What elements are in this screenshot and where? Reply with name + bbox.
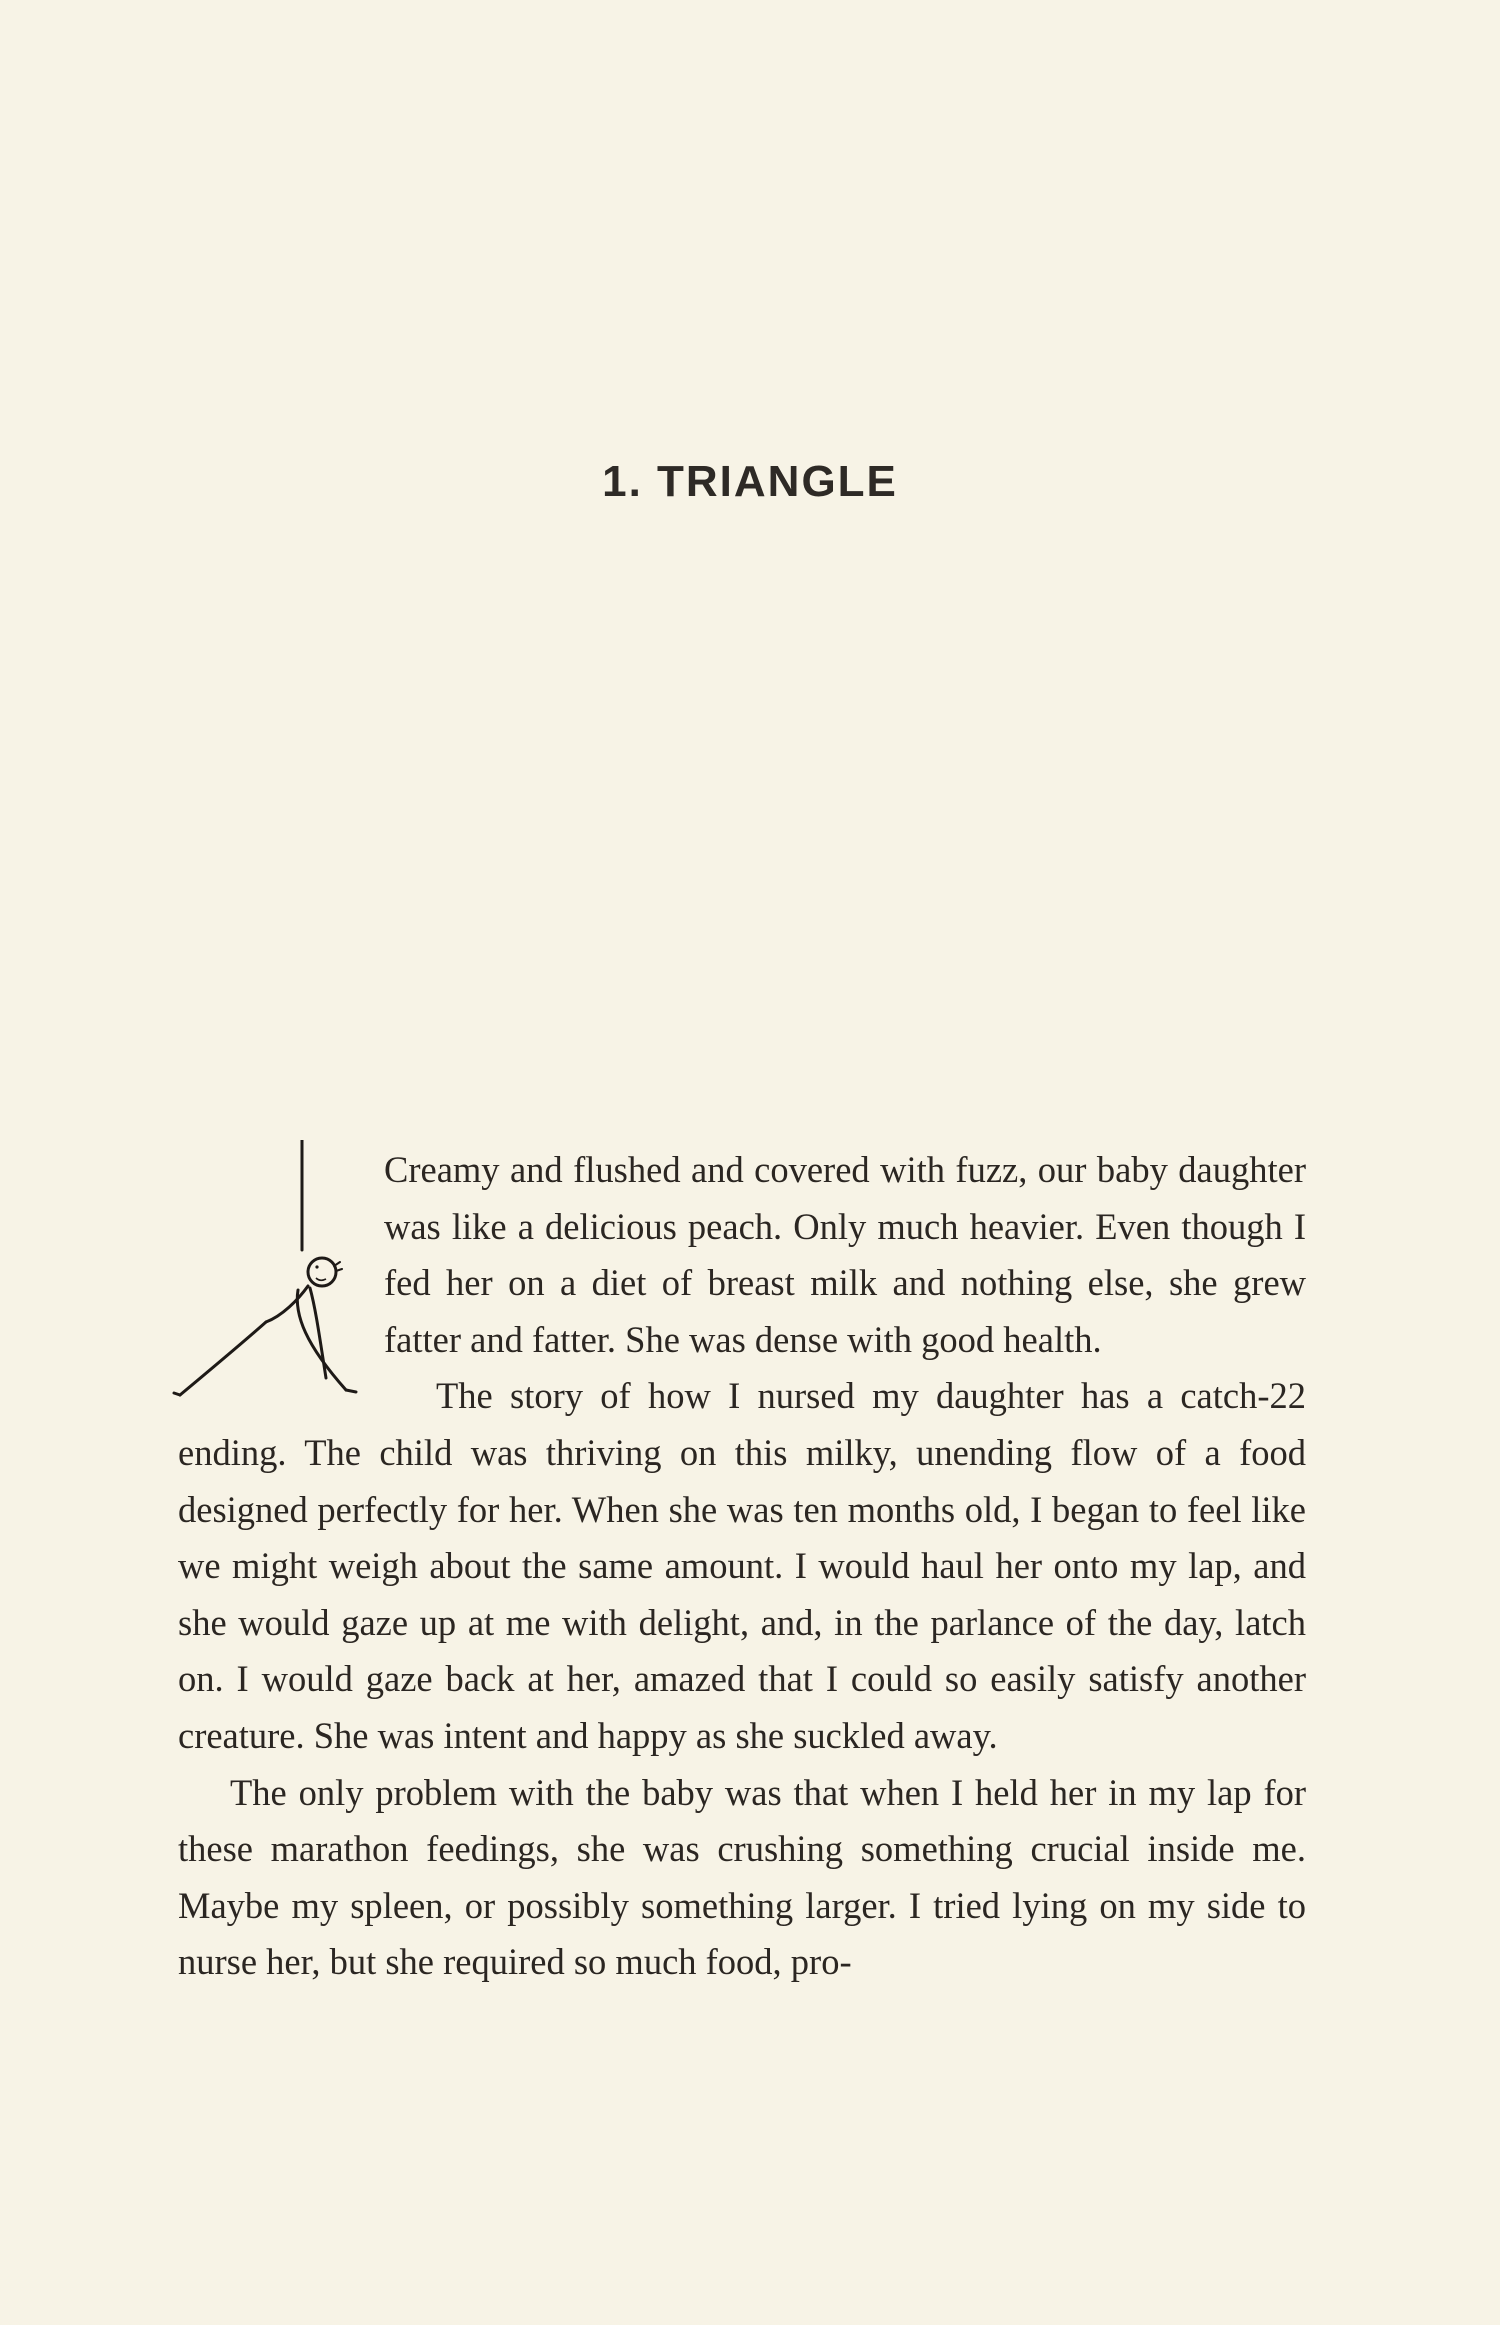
- paragraph-3: The only problem with the baby was that when I held her in my lap for these marathon feedings, she was crushing something crucial inside me. Maybe my spleen, or possibly something larger. I tried lying on my side to nurse her, but she required so much food, pro-: [178, 1771, 1306, 1983]
- body-text: [178, 1142, 1306, 1991]
- paragraph-1: Creamy and flushed and covered with fuzz, our baby daughter was like a delicious peach. Only much heavier. Even though I fed her on a diet of breast milk and nothing else, she grew fatter and fatter. She was dense with good health.: [384, 1149, 1306, 1360]
- illustration-spacer: [178, 1142, 384, 1424]
- paragraph-2: The story of how I nursed my daughter has a catch-22 ending. The child was thriving on this milky, unending flow of a food designed perfectly for her. When she was ten months old, I began to feel like we might weigh about the same amount. I would haul her onto my lap, and she would gaze up at me with delight, and, in the parlance of the day, latch on. I would gaze back at her, amazed that I could so easily satisfy another creature. She was intent and happy as she suckled away.: [178, 1375, 1306, 1756]
- chapter-title: 1. TRIANGLE: [602, 457, 898, 507]
